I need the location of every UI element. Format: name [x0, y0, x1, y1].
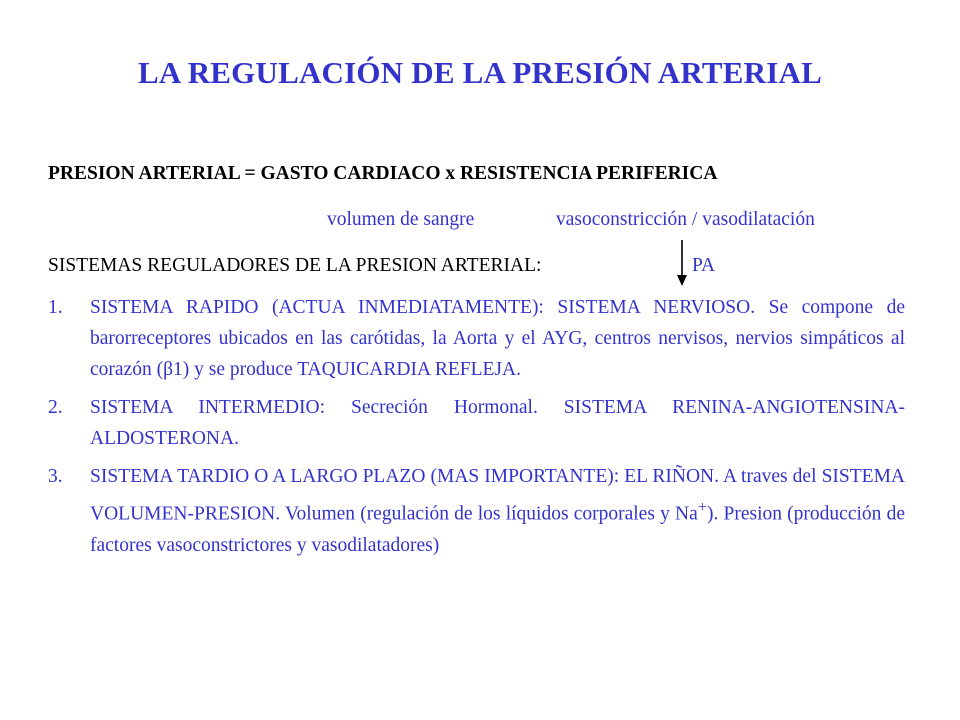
systems-heading: SISTEMAS REGULADORES DE LA PRESION ARTERIAL:	[48, 255, 542, 276]
item-text-part: 1) y se produce TAQUICARDIA REFLEJA.	[173, 359, 521, 380]
list-item	[48, 292, 905, 385]
item-number: 1.	[48, 297, 63, 318]
item-text-part: ). Presion (producción de factores vasoconstrictores y vasodilatadores)	[90, 503, 905, 556]
list-item	[48, 461, 905, 561]
pa-label: PA	[692, 255, 716, 276]
item-text-part: SISTEMA TARDIO O A LARGO PLAZO (MAS IMPORTANTE): EL RIÑON. A traves del SISTEMA VOLUMEN-PRESION. Volumen (regulación de los líquidos corporales y Na	[90, 466, 905, 525]
item-text-part: SISTEMA RAPIDO (ACTUA INMEDIATAMENTE): SISTEMA NERVIOSO. Se compone de barorreceptores ubicados en las carótidas, la Aorta y el AYG, centros nervisos, nervios simpáticos al corazón (	[90, 297, 905, 380]
item-text: SISTEMA INTERMEDIO: Secreción Hormonal. SISTEMA RENINA-ANGIOTENSINA-ALDOSTERONA.	[90, 397, 905, 449]
beta-symbol: β	[163, 359, 173, 380]
regulatory-systems-list	[48, 292, 905, 568]
formula-sub-volume: volumen de sangre	[327, 209, 475, 230]
item-number: 3.	[48, 466, 63, 487]
item-text	[90, 292, 905, 385]
down-arrow-icon	[672, 238, 692, 288]
pressure-formula: PRESION ARTERIAL = GASTO CARDIACO x RESISTENCIA PERIFERICA	[48, 163, 718, 184]
superscript-plus: +	[697, 498, 707, 516]
formula-sub-resistance: vasoconstricción / vasodilatación	[556, 209, 815, 230]
item-number: 2.	[48, 397, 63, 418]
item-text	[90, 461, 905, 561]
list-item	[48, 392, 905, 454]
slide-title: LA REGULACIÓN DE LA PRESIÓN ARTERIAL	[138, 55, 822, 90]
